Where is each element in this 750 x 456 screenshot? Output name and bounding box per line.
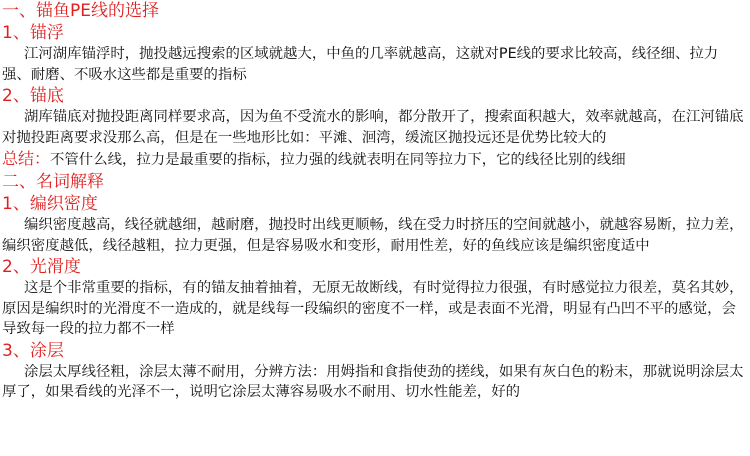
subsection-title-weave-density: 1、编织密度 bbox=[2, 194, 98, 214]
paragraph-weave-density: 编织密度越高，线径就越细，越耐磨，抛投时出线更顺畅，线在受力时挤压的空间就越小，就越容易断，拉力差，编织密度越低，线径越粗，拉力更强，但是容易吸水和变形，耐用性差，好的鱼线应该是编织密度适中 bbox=[2, 217, 744, 254]
summary-label: 总结： bbox=[2, 149, 51, 168]
subsection-title-coating: 3、涂层 bbox=[2, 340, 64, 361]
summary bbox=[2, 148, 744, 171]
section-title-pe-line-choice: 一、锚鱼PE线的选择 bbox=[2, 1, 159, 21]
paragraph-anchor-float: 江河湖库锚浮时，抛投越远搜索的区域就越大，中鱼的几率就越高，这就对PE线的要求比较高，线径细、拉力强、耐磨、不吸水这些都是重要的指标 bbox=[2, 46, 719, 83]
section-title-terms: 二、名词解释 bbox=[2, 172, 104, 192]
paragraph-smoothness: 这是个非常重要的指标，有的锚友抽着抽着，无原无故断线，有时觉得拉力很强，有时感觉拉力很差，莫名其妙，原因是编织时的光滑度不一造成的，就是线每一段编织的密度不一样，或是表面不光滑，明显有凸凹不平的感觉，会导致每一段的拉力都不一样 bbox=[2, 280, 744, 337]
subsection-title-smoothness: 2、光滑度 bbox=[2, 257, 81, 277]
subsection-title-anchor-bottom: 2、锚底 bbox=[2, 86, 64, 106]
paragraph-coating: 涂层太厚线径粗，涂层太薄不耐用，分辨方法：用姆指和食指使劲的搓线，如果有灰白色的粉末，那就说明涂层太厚了，如果看线的光泽不一，说明它涂层太薄容易吸水不耐用、切水性能差，好的 bbox=[2, 363, 744, 400]
paragraph-anchor-bottom: 湖库锚底对抛投距离同样要求高，因为鱼不受流水的影响，都分散开了，搜索面积越大，效率就越高，在江河锚底对抛投距离要求没那么高，但是在一些地形比如：平滩、洄湾，缓流区抛投远还是优势比较大的 bbox=[2, 109, 744, 146]
summary-text: 不管什么线，拉力是最重要的指标，拉力强的线就表明在同等拉力下，它的线径比别的线细 bbox=[50, 152, 626, 168]
subsection-title-anchor-float: 1、锚浮 bbox=[2, 23, 64, 43]
